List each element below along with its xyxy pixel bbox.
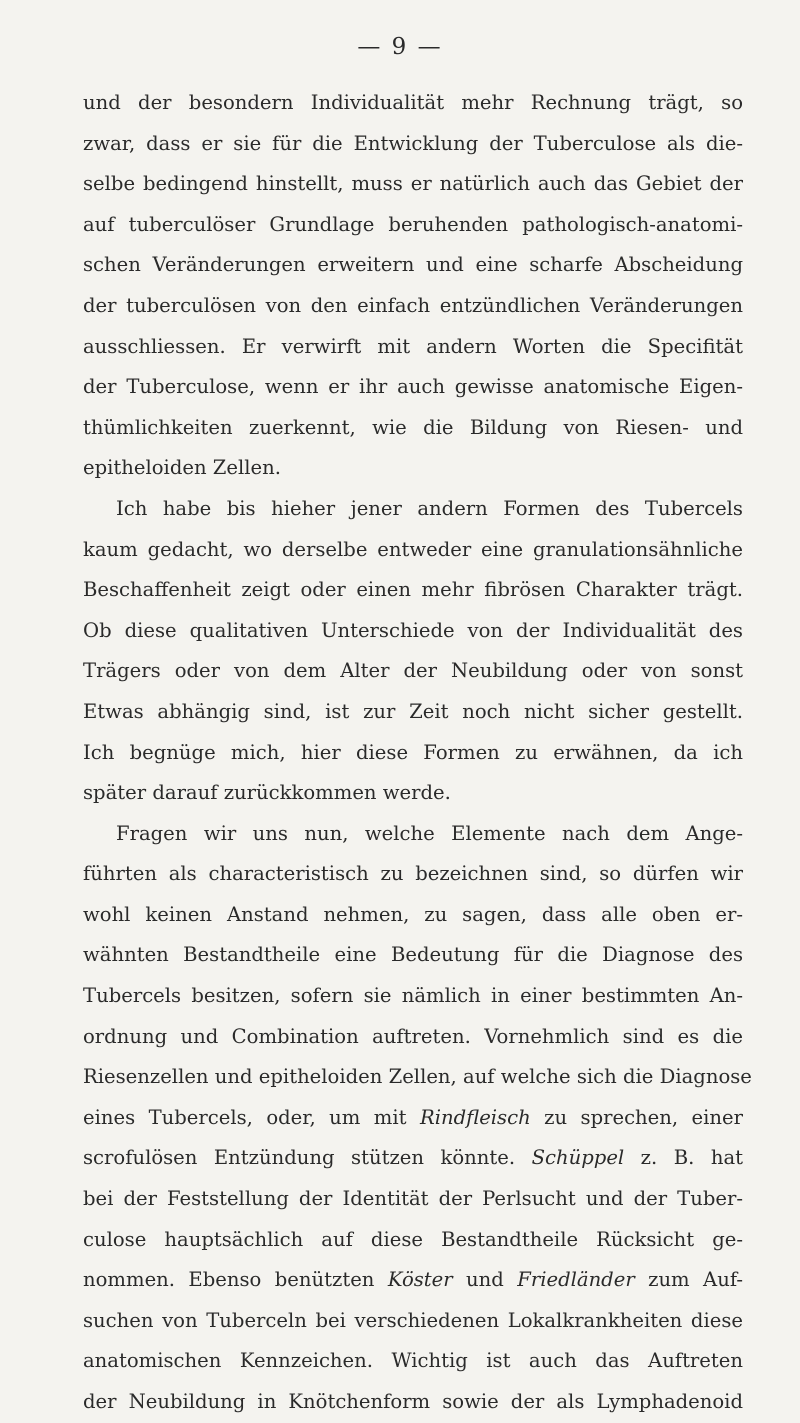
- author-name: Schüppel: [531, 1146, 625, 1170]
- text-line: [83, 1138, 743, 1179]
- text-line: Ob diese qualitativen Unterschiede von der Individualität des: [83, 618, 743, 642]
- text-line: Tubercels besitzen, sofern sie nämlich in einer bestimmten An-: [83, 984, 743, 1008]
- text-run: eines Tubercels, oder, um mit: [83, 1105, 420, 1129]
- text-line: Trägers oder von dem Alter der Neubildung oder von sonst: [83, 659, 743, 683]
- text-line: [83, 1098, 743, 1139]
- page-number: — 9 —: [357, 34, 443, 60]
- text-line: der Tuberculose, wenn er ihr auch gewisse anatomische Eigen-: [83, 375, 743, 399]
- author-name: Rindfleisch: [419, 1105, 531, 1129]
- author-name: Köster: [387, 1268, 453, 1292]
- text-line: selbe bedingend hinstellt, muss er natürlich auch das Gebiet der: [83, 172, 743, 196]
- text-line: ausschliessen. Er verwirft mit andern Worten die Specifität: [83, 334, 743, 358]
- text-line: Etwas abhängig sind, ist zur Zeit noch nicht sicher gestellt.: [83, 699, 743, 723]
- text-line: anatomischen Kennzeichen. Wichtig ist auch das Auftreten: [83, 1349, 743, 1373]
- text-line: [83, 1260, 743, 1301]
- text-line: kaum gedacht, wo derselbe entweder eine granulationsähnliche: [83, 537, 743, 561]
- text-line: der Neubildung in Knötchenform sowie der als Lymphadenoid: [83, 1390, 743, 1413]
- text-line: der tuberculösen von den einfach entzündlichen Veränderungen: [83, 293, 743, 317]
- text-line: auf tuberculöser Grundlage beruhenden pathologisch-anatomi-: [83, 212, 743, 236]
- text-line: ordnung und Combination auftreten. Vornehmlich sind es die: [83, 1024, 743, 1048]
- text-run: und: [452, 1268, 518, 1292]
- text-line: später darauf zurückkommen werde.: [83, 781, 451, 805]
- text-line: Ich begnüge mich, hier diese Formen zu erwähnen, da ich: [83, 740, 743, 764]
- text-line: bei der Feststellung der Identität der Perlsucht und der Tuber-: [83, 1187, 743, 1211]
- text-run: zum Auf-: [634, 1268, 743, 1292]
- text-run: zu sprechen, einer: [530, 1105, 743, 1129]
- text-run: nommen. Ebenso benützten: [83, 1268, 388, 1292]
- text-run: z. B. hat: [624, 1146, 743, 1170]
- text-line: suchen von Tuberceln bei verschiedenen Lokalkrankheiten diese: [83, 1308, 743, 1332]
- text-line: zwar, dass er sie für die Entwicklung der Tuberculose als die-: [83, 131, 743, 155]
- text-line: thümlichkeiten zuerkennt, wie die Bildung von Riesen- und: [83, 415, 743, 439]
- text-line: Ich habe bis hieher jener andern Formen des Tubercels: [116, 496, 743, 520]
- text-line: culose hauptsächlich auf diese Bestandtheile Rücksicht ge-: [83, 1227, 743, 1251]
- text-line: und der besondern Individualität mehr Rechnung trägt, so: [83, 91, 743, 114]
- body-text: [83, 83, 752, 1423]
- text-line: wähnten Bestandtheile eine Bedeutung für die Diagnose des: [83, 943, 743, 967]
- text-line: Beschaffenheit zeigt oder einen mehr fibrösen Charakter trägt.: [83, 578, 743, 602]
- text-line: epitheloiden Zellen.: [83, 456, 281, 480]
- author-name: Friedländer: [517, 1268, 635, 1292]
- text-line: schen Veränderungen erweitern und eine scharfe Abscheidung: [83, 253, 743, 277]
- text-run: scrofulösen Entzündung stützen könnte.: [83, 1146, 532, 1170]
- text-line: Riesenzellen und epitheloiden Zellen, auf welche sich die Diagnose: [83, 1065, 752, 1089]
- text-line: wohl keinen Anstand nehmen, zu sagen, dass alle oben er-: [83, 902, 743, 926]
- text-line: Fragen wir uns nun, welche Elemente nach dem Ange-: [116, 821, 743, 845]
- text-line: führten als characteristisch zu bezeichnen sind, so dürfen wir: [83, 862, 743, 886]
